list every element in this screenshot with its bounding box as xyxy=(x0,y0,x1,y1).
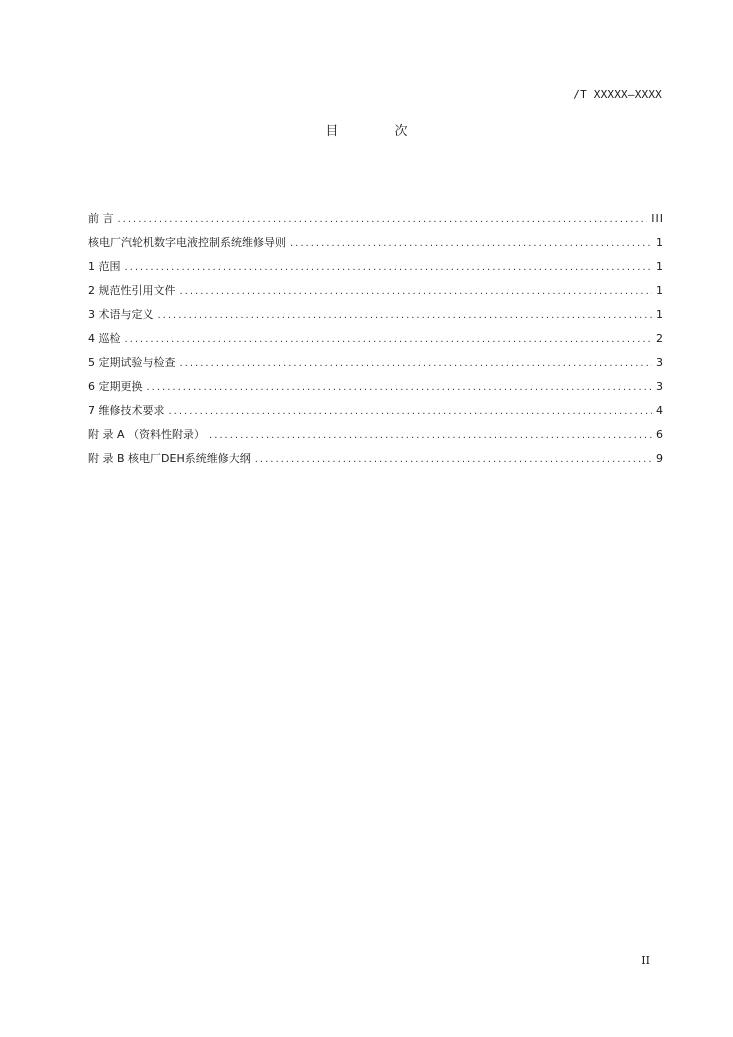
toc-entry-page: 3 xyxy=(656,380,664,393)
toc-entry-label: 4 巡检 xyxy=(88,332,121,345)
toc-entry[interactable] xyxy=(88,351,664,375)
toc-title: 目 次 xyxy=(325,124,434,139)
toc-entry[interactable] xyxy=(88,207,664,231)
toc-dot-leader xyxy=(169,400,653,424)
toc-dot-leader xyxy=(158,304,653,328)
toc-entry-page: 1 xyxy=(656,260,664,273)
toc-dot-leader xyxy=(118,208,648,232)
toc-dot-leader xyxy=(255,448,652,472)
toc-dot-leader xyxy=(125,328,653,352)
toc-entry-label: 5 定期试验与检查 xyxy=(88,356,176,369)
toc-dot-leader xyxy=(209,424,652,448)
toc-entry-label: 前 言 xyxy=(88,212,114,225)
toc-entry-label: 2 规范性引用文件 xyxy=(88,284,176,297)
toc-dot-leader xyxy=(147,376,653,400)
toc-entry[interactable] xyxy=(88,255,664,279)
toc-entry[interactable] xyxy=(88,447,664,471)
toc-entry[interactable] xyxy=(88,375,664,399)
toc-entry-label: 3 术语与定义 xyxy=(88,308,154,321)
toc-entry-page: 1 xyxy=(656,308,664,321)
toc-entry-label: 附 录 B 核电厂DEH系统维修大纲 xyxy=(88,452,251,465)
toc-dot-leader xyxy=(290,232,652,256)
toc-entry-page: 4 xyxy=(656,404,664,417)
toc-entry[interactable] xyxy=(88,423,664,447)
toc-entry[interactable] xyxy=(88,231,664,255)
toc-entry-label: 7 维修技术要求 xyxy=(88,404,165,417)
toc-entry[interactable] xyxy=(88,279,664,303)
toc-entry-label: 核电厂汽轮机数字电液控制系统维修导则 xyxy=(88,236,286,249)
toc-entry-label: 附 录 A （资料性附录） xyxy=(88,428,206,441)
toc-dot-leader xyxy=(125,256,653,280)
toc-entry-page: 3 xyxy=(656,356,664,369)
page-number: II xyxy=(641,954,650,967)
toc-entry[interactable] xyxy=(88,327,664,351)
toc-entry-label: 6 定期更换 xyxy=(88,380,143,393)
toc-entry[interactable] xyxy=(88,399,664,423)
toc-entry-page: 1 xyxy=(656,284,664,297)
toc-entry-page: III xyxy=(651,212,664,225)
toc-entry-page: 2 xyxy=(656,332,664,345)
toc-dot-leader xyxy=(180,280,653,304)
toc-entry-page: 1 xyxy=(656,236,664,249)
table-of-contents xyxy=(88,207,664,471)
toc-entry-page: 6 xyxy=(656,428,664,441)
standard-code: /T XXXXX—XXXX xyxy=(573,88,662,101)
toc-entry-page: 9 xyxy=(656,452,664,465)
toc-entry-label: 1 范围 xyxy=(88,260,121,273)
toc-entry[interactable] xyxy=(88,303,664,327)
toc-dot-leader xyxy=(180,352,653,376)
